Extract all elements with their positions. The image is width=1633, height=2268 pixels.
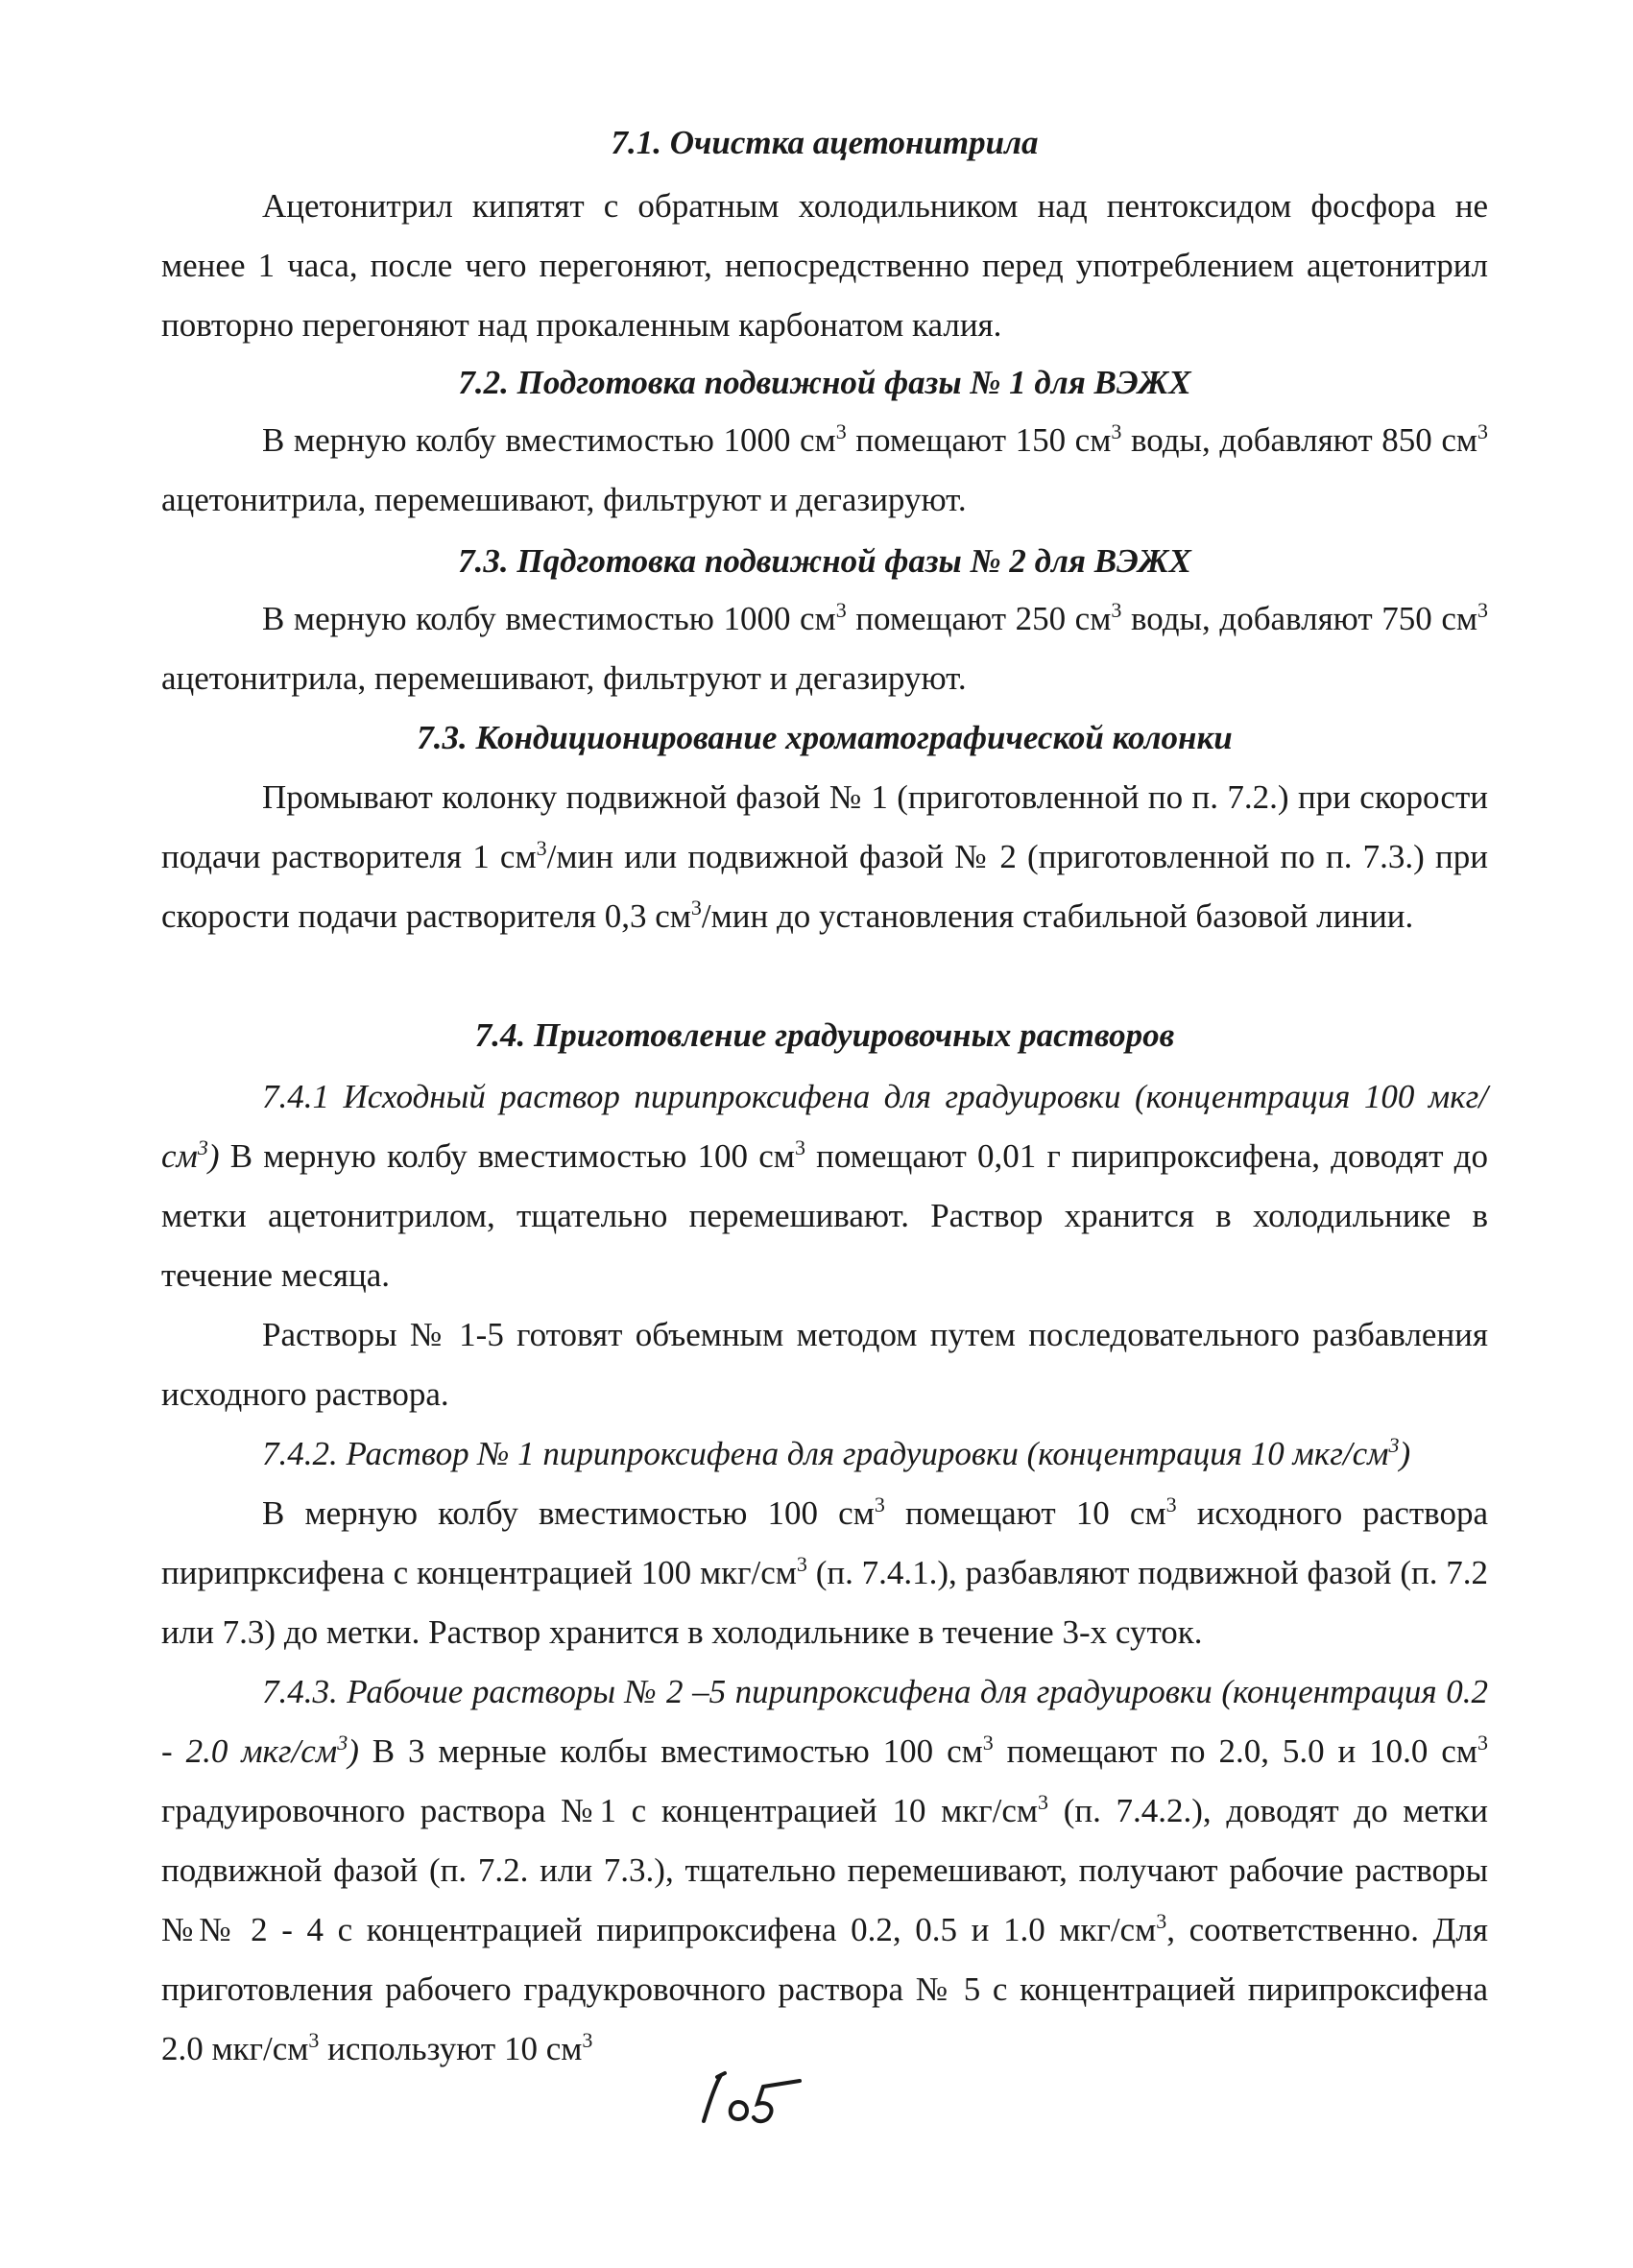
section-7-1-title: 7.1. Очистка ацетонитрила: [611, 124, 1039, 161]
section-7-4-title: 7.4. Приготовление градуировочных растворов: [474, 1016, 1175, 1054]
section-7-3-body: [161, 589, 1488, 708]
paragraph-7-4-2-body: В мерную колбу вместимостью 100 $см^3$ помещают 10 $см^3$ исходного раствора пирипрксифена с концентрацией 100 мкг/$см^3$ (п. 7.4.1.), разбавляют подвижной фазой (п. 7.2 или 7.3) до метки. Раствор хранится в холодильнике в течение 3-х суток.: [161, 1492, 1489, 1651]
section-7-4-body: [161, 1067, 1488, 2079]
section-column-conditioning-title: 7.3. Кондиционирование хроматографической колонки: [417, 719, 1233, 756]
paragraph-7-4-3: 7.4.3. Рабочие растворы № 2 –5 пирипроксифена для градуировки (концентрация 0.2 - 2.0 мкг/$см^3$) В 3 мерные колбы вместимостью 100 $см^3$ помещают по 2.0, 5.0 и 10.0 $см^3$ градуировочного раствора №1 с концентрацией 10 мкг/$см^3$ (п. 7.4.2.), доводят до метки подвижной фазой (п. 7.2. или 7.3.), тщательно перемешивают, получают рабочие растворы №№ 2 - 4 с концентрацией пирипроксифена 0.2, 0.5 и 1.0 мкг/$см^3$, соответственно. Для приготовления рабочего градукровочного раствора № 5 с концентрацией пирипроксифена 2.0 мкг/$см^3$ используют 10 $см^3$: [161, 1673, 1488, 2067]
section-7-1-body: [161, 177, 1488, 355]
handwritten-page-number-105: [696, 2064, 811, 2131]
paragraph: В мерную колбу вместимостью 1000 $см^3$ помещают 250 $см^3$ воды, добавляют 750 $см^3$ ацетонитрила, перемешивают, фильтруют и дегазируют.: [161, 598, 1488, 697]
paragraph-solutions: Растворы № 1-5 готовят объемным методом путем последовательного разбавления исходного раствора.: [161, 1316, 1488, 1413]
section-7-2-title: 7.2. Подготовка подвижной фазы № 1 для ВЭЖХ: [458, 364, 1191, 401]
paragraph: Ацетонитрил кипятят с обратным холодильником над пентоксидом фосфора не менее 1 часа, после чего перегоняют, непосредственно перед употреблением ацетонитрил повторно перегоняют над прокаленным карбонатом калия.: [161, 187, 1488, 344]
section-7-2-body: [161, 411, 1488, 530]
paragraph-7-4-2-title: 7.4.2. Раствор № 1 пирипроксифена для градуировки (концентрация 10 мкг/$см^3$): [262, 1433, 1411, 1472]
paragraph: В мерную колбу вместимостью 1000 $см^3$ помещают 150 $см^3$ воды, добавляют 850 $см^3$ ацетонитрила, перемешивают, фильтруют и дегазируют.: [161, 419, 1488, 518]
paragraph: Промывают колонку подвижной фазой № 1 (приготовленной по п. 7.2.) при скорости подачи растворителя 1 $см^3$/мин или подвижной фазой № 2 (приготовленной по п. 7.3.) при скорости подачи растворителя 0,3 $см^3$/мин до установления стабильной базовой линии.: [161, 778, 1488, 935]
paragraph-7-4-1: 7.4.1 Исходный раствор пирипроксифена для градуировки (концентрация 100 мкг/$см^3$) В мерную колбу вместимостью 100 $см^3$ помещают 0,01 г пирипроксифена, доводят до метки ацетонитрилом, тщательно перемешивают. Раствор хранится в холодильнике в течение месяца.: [161, 1078, 1488, 1294]
section-7-3-title: 7.3. Пqдготовка подвижной фазы № 2 для ВЭЖХ: [458, 542, 1191, 580]
section-column-conditioning-body: [161, 768, 1488, 946]
